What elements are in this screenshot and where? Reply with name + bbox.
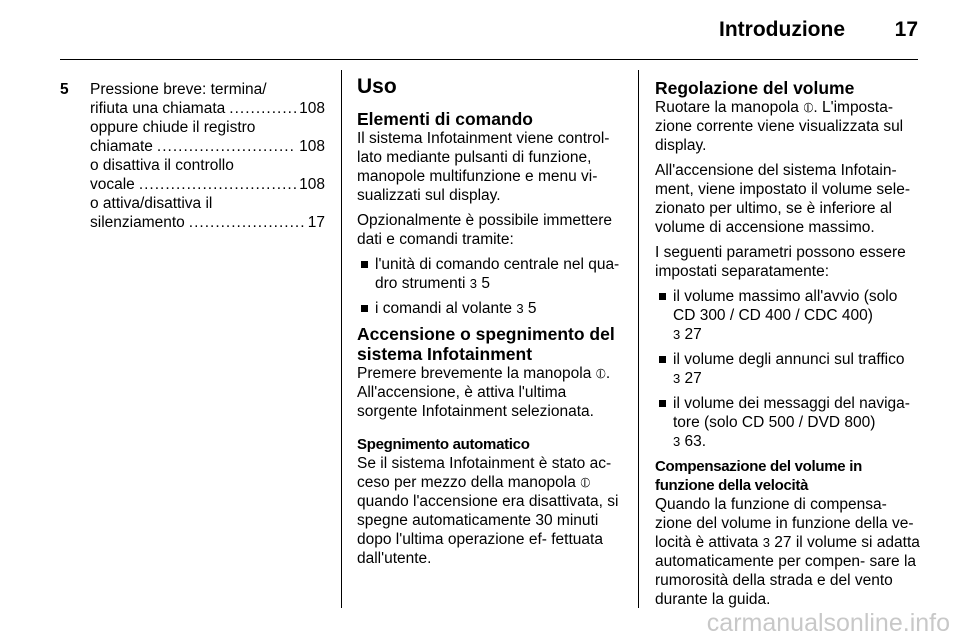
watermark: carmanualsonline.info [706, 609, 950, 637]
toc-line: vocale ..... 108 [90, 175, 325, 194]
subsection-heading: Accensione o spegnimento del sistema Infotainment [357, 324, 615, 364]
paragraph: All'accensione del sistema Infotain- ment, viene impostato il volume sele- zionato per ultimo, se è inferiore al volume di accensione massimo. [655, 162, 911, 236]
page-number: 17 [894, 18, 918, 41]
toc-line: rifiuta una chiamata ..... 108 [90, 99, 325, 118]
page-ref[interactable]: 63. [684, 433, 707, 450]
page-ref[interactable]: 108 [299, 100, 325, 117]
paragraph: Premere brevemente la manopola ⦶. All'accensione, è attiva l'ultima sorgente Infotainment selezionata. [357, 365, 611, 420]
bullet-list [357, 255, 622, 318]
cross-reference-icon: 3 [673, 371, 681, 386]
minor-heading: Compensazione del volume in funzione della velocità [655, 458, 862, 494]
toc-line: o disattiva il controllo [90, 157, 234, 174]
page-header-title: Introduzione [719, 18, 845, 41]
column-divider-1 [341, 70, 342, 608]
minor-heading: Spegnimento automatico [357, 436, 530, 453]
cross-reference-icon: 3 [469, 276, 477, 291]
entry-number: 5 [60, 81, 69, 98]
page-ref[interactable]: 27 [774, 534, 792, 551]
toc-line: oppure chiude il registro [90, 119, 256, 136]
paragraph: Opzionalmente è possibile immettere dati e comandi tramite: [357, 212, 613, 248]
paragraph: Se il sistema Infotainment è stato ac- ceso per mezzo della manopola ⦶ quando l'accensione era disattivata, si spegne automaticamente 30 minuti dopo l'ultima operazione ef- fettuata dall'utente. [357, 455, 619, 567]
cross-reference-icon: 3 [762, 535, 770, 550]
paragraph: Il sistema Infotainment viene control- lato mediante pulsanti di funzione, manopole multifunzione e menu vi- sualizzati sul display. [357, 130, 610, 204]
cross-reference-icon: 3 [673, 434, 681, 449]
page-ref[interactable]: 17 [307, 214, 325, 231]
section-title: Uso [357, 75, 397, 98]
toc-line: silenziamento ..... 17 [90, 213, 325, 232]
page-ref[interactable]: 27 [684, 370, 702, 387]
toc-line: Pressione breve: termina/ [90, 81, 267, 98]
paragraph: I seguenti parametri possono essere impostati separatamente: [655, 244, 906, 280]
toc-line: o attiva/disattiva il [90, 195, 213, 212]
list-item: il volume dei messaggi del naviga- tore (solo CD 500 / DVD 800) 3 63. [655, 394, 920, 451]
cross-reference-icon: 3 [673, 327, 681, 342]
power-knob-icon: ⦶ [580, 474, 591, 490]
header-rule [60, 59, 918, 60]
list-item: l'unità di comando centrale nel qua- dro strumenti 3 5 [357, 255, 622, 293]
page-ref[interactable]: 5 [527, 300, 537, 317]
power-knob-icon: ⦶ [595, 365, 606, 381]
bullet-list [655, 287, 920, 451]
volume-knob-icon: ⦶ [803, 99, 814, 115]
page-ref[interactable]: 5 [481, 275, 490, 292]
list-item: il volume massimo all'avvio (solo CD 300 / CD 400 / CDC 400) 3 27 [655, 287, 920, 344]
column-2 [357, 70, 622, 574]
list-item: i comandi al volante 3 5 [357, 299, 622, 318]
page-ref[interactable]: 108 [299, 138, 325, 155]
cross-reference-icon: 3 [516, 301, 524, 316]
toc-line: chiamate ..... 108 [90, 137, 325, 156]
subsection-heading: Elementi di comando [357, 109, 533, 129]
column-3 [655, 70, 920, 615]
list-entry-5 [60, 80, 325, 232]
page-ref[interactable]: 27 [684, 326, 702, 343]
paragraph: Quando la funzione di compensa- zione del volume in funzione della ve- locità è attivata 3 27 il volume si adatta automaticamente per compen- sare la rumorosità della strada e del vento durante la guida. [655, 496, 920, 608]
list-item: il volume degli annunci sul traffico 3 27 [655, 350, 920, 388]
column-divider-2 [638, 70, 639, 608]
subsection-heading: Regolazione del volume [655, 78, 855, 98]
column-1 [60, 70, 325, 232]
paragraph: Ruotare la manopola ⦶. L'imposta- zione corrente viene visualizzata sul display. [655, 99, 904, 154]
page-ref[interactable]: 108 [299, 176, 325, 193]
